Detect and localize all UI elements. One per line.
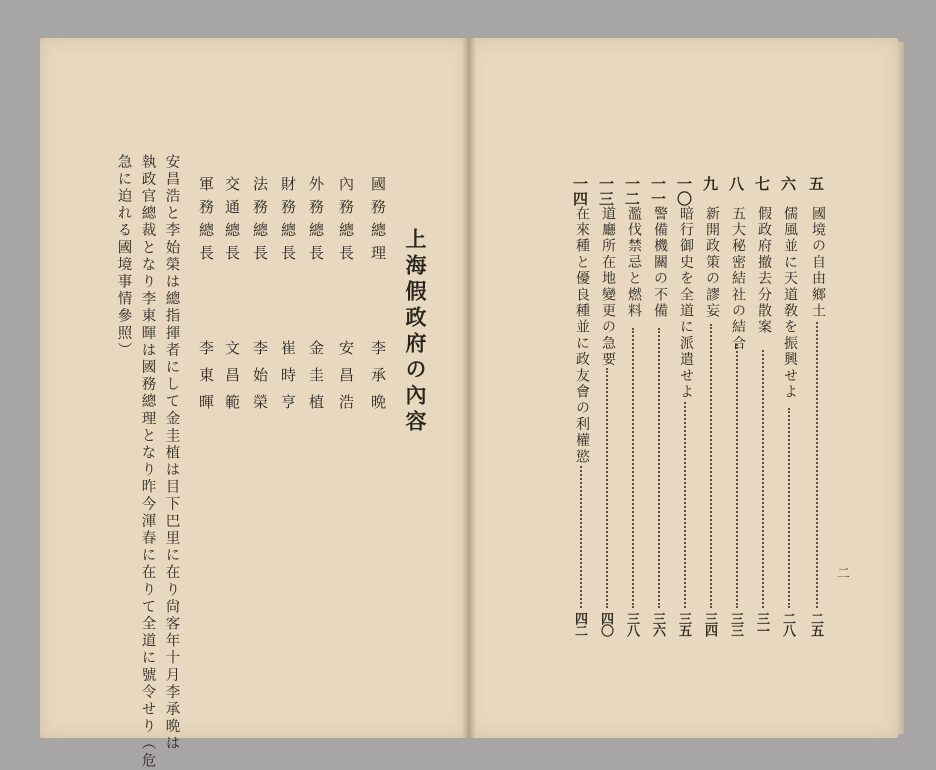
official-role: 國務總理: [369, 176, 387, 268]
toc-leader: [606, 368, 608, 608]
show-through-text: [96, 238, 117, 385]
toc-title: 五大秘密結社の結合: [730, 206, 746, 352]
toc-page: 三五: [676, 612, 691, 636]
toc-page: 三八: [624, 612, 639, 636]
toc-leader: [684, 402, 686, 608]
toc-entry: [622, 176, 644, 646]
toc-title: 暗行御史を全道に派遣せよ: [678, 206, 694, 401]
toc-leader: [736, 344, 738, 608]
toc-entry: [674, 176, 696, 646]
toc-title: 儒風並に天道敎を振興せよ: [782, 206, 798, 401]
official-name: 文昌範: [223, 340, 241, 421]
page-edge: [898, 42, 904, 734]
official-name: 李始榮: [251, 340, 269, 421]
official-row: [306, 176, 326, 526]
toc-title: 道廳所在地變更の急要: [600, 206, 616, 368]
open-book: [40, 38, 898, 770]
toc-entry: [570, 176, 592, 646]
toc-entry: [806, 176, 828, 646]
official-name: 安昌浩: [337, 340, 355, 421]
toc-entry: [752, 176, 774, 646]
official-row: [278, 176, 298, 526]
toc-number: 五: [807, 176, 825, 191]
toc-page: 三六: [650, 612, 665, 636]
toc-title: 國境の自由鄉土: [810, 206, 826, 320]
toc-leader: [816, 322, 818, 608]
toc-leader: [762, 350, 764, 608]
toc-page: 二五: [808, 612, 823, 636]
toc-title: 在來種と優良種並に政友會の利權慾: [574, 206, 590, 466]
official-role: 外務總長: [307, 176, 325, 268]
toc-title: 新開政策の謬妄: [704, 206, 720, 320]
official-name: 李東暉: [197, 340, 215, 421]
toc-page: 四二: [572, 612, 587, 636]
toc-number: 一〇: [675, 176, 693, 206]
toc-number: 一三: [597, 176, 615, 206]
toc-number: 八: [727, 176, 745, 191]
official-role: 法務總長: [251, 176, 269, 268]
official-role: 軍務總長: [197, 176, 215, 268]
note-line: 執政官總裁となり李東暉は國務總理となり昨今渾春に在りて全道に號令せり（危: [139, 154, 156, 770]
note-line: 安昌浩と李始榮は總指揮者にして金圭植は目下巴里に在り尙客年十月李承晩は: [163, 154, 180, 753]
official-name: 崔時亨: [279, 340, 297, 421]
toc-page: 三三: [728, 612, 743, 636]
toc-page: 三四: [702, 612, 717, 636]
toc-page: 二八: [780, 612, 795, 636]
toc-leader: [580, 466, 582, 608]
note-line: 急に迫れる國境事情參照）: [115, 154, 132, 360]
toc-number: 九: [701, 176, 719, 191]
toc-number: 七: [753, 176, 771, 191]
toc-number: 一一: [649, 176, 667, 206]
official-row: [250, 176, 270, 526]
official-name: 金圭植: [307, 340, 325, 421]
official-name: 李承晩: [369, 340, 387, 421]
toc-entry: [700, 176, 722, 646]
toc-number: 一二: [623, 176, 641, 206]
official-role: 交通總長: [223, 176, 241, 268]
toc-leader: [632, 328, 634, 608]
official-row: [336, 176, 356, 526]
toc-entry: [648, 176, 670, 646]
toc-number: 一四: [571, 176, 589, 206]
toc-page: 三一: [754, 612, 769, 636]
official-row: [196, 176, 216, 526]
official-row: [368, 176, 388, 526]
toc-page: 四〇: [598, 612, 613, 636]
toc-entry: [778, 176, 800, 646]
book-gutter: [462, 38, 476, 738]
official-row: [222, 176, 242, 526]
official-role: 財務總長: [279, 176, 297, 268]
toc-entry: [726, 176, 748, 646]
toc-title: 假政府撤去分散案: [756, 206, 772, 336]
toc-leader: [658, 328, 660, 608]
toc-entry: [596, 176, 618, 646]
toc-title: 濫伐禁忌と燃料: [626, 206, 642, 320]
toc-leader: [788, 408, 790, 608]
toc-number: 六: [779, 176, 797, 191]
toc-title: 警備機關の不備: [652, 206, 668, 320]
official-role: 內務總長: [337, 176, 355, 268]
page-number: 二: [834, 566, 849, 579]
toc-leader: [710, 324, 712, 608]
page-title: 上海假政府の內容: [403, 228, 428, 436]
left-page: [40, 38, 468, 770]
